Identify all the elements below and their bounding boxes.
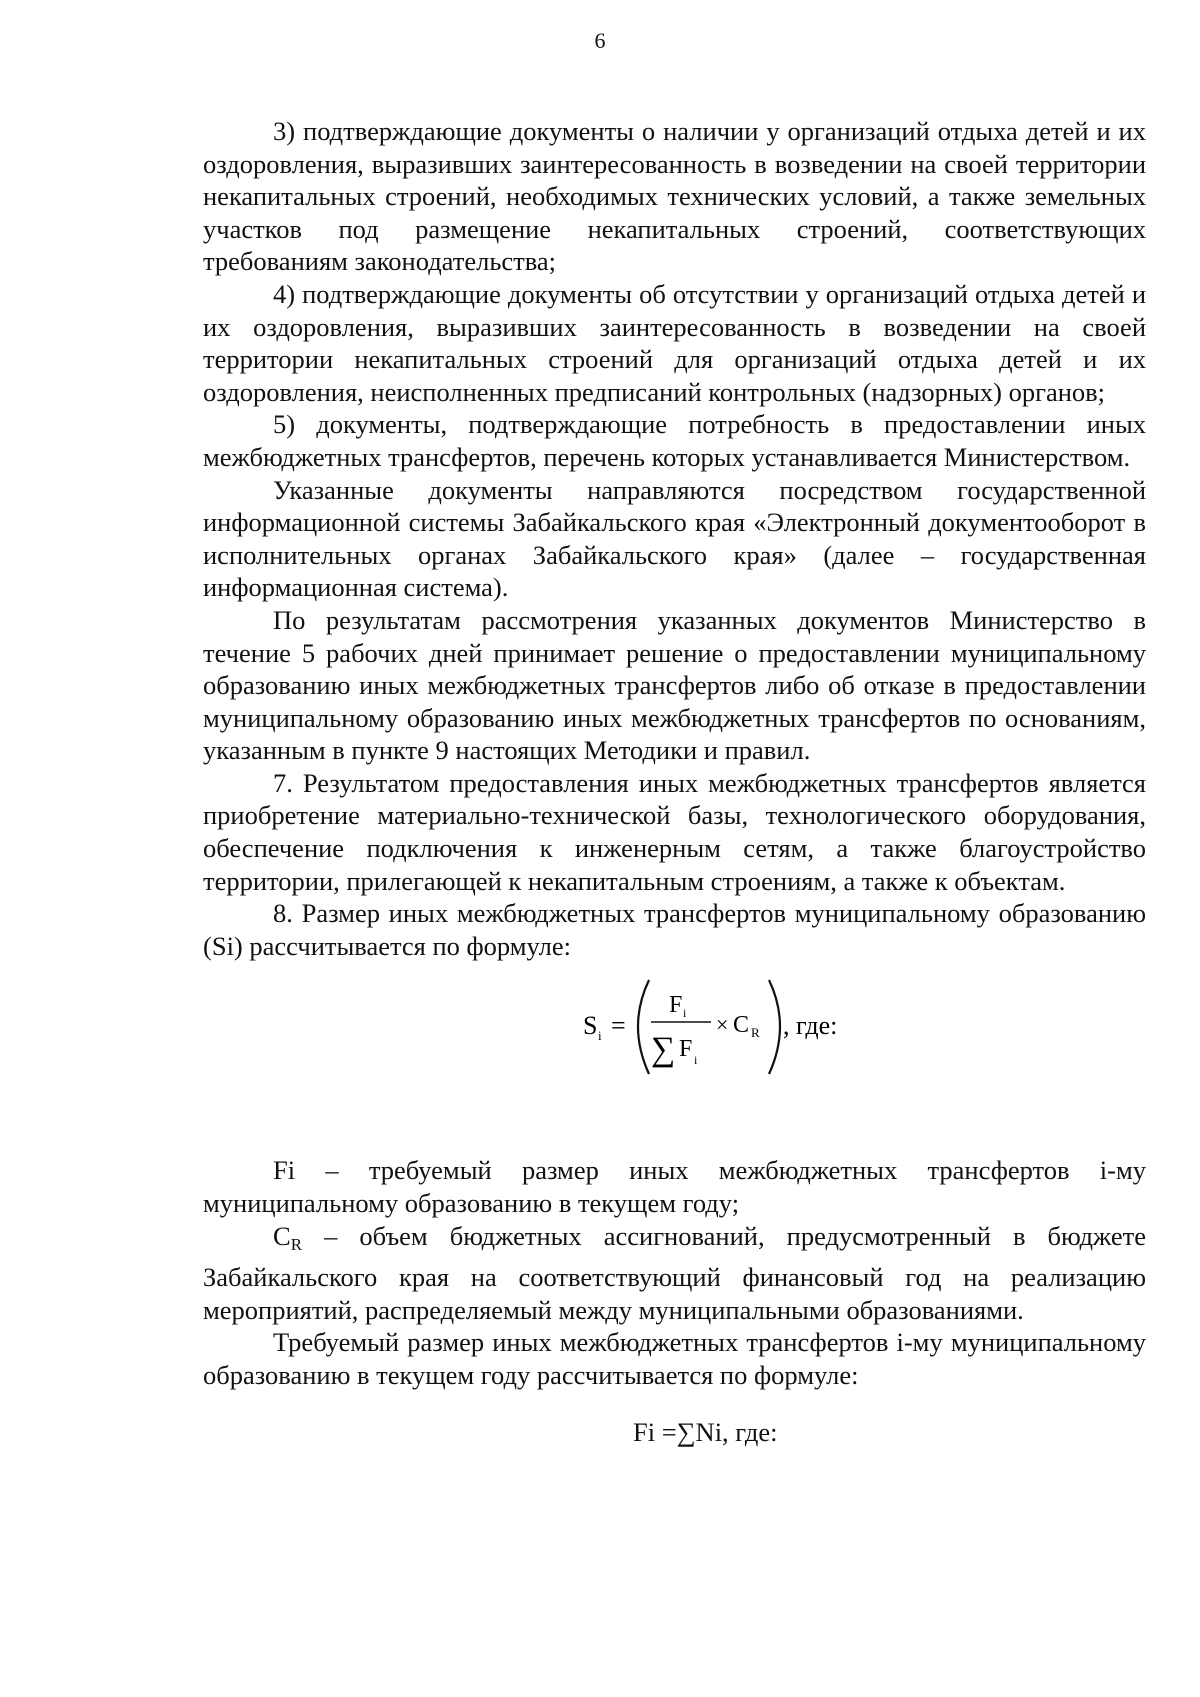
paragraph-required-size: Требуемый размер иных межбюджетных трансфертов i-му муниципальному образованию в текущем году рассчитывается по формуле: <box>203 1327 1146 1390</box>
formula-suffix: , где: <box>783 1011 838 1041</box>
formula-lhs-sub: i <box>598 1028 602 1044</box>
page-number: 6 <box>594 28 606 53</box>
formula-denominator: F <box>679 1036 693 1063</box>
formula-numerator-sub: i <box>683 1006 687 1021</box>
paragraph-cr-definition <box>203 1220 1146 1327</box>
paragraph-item-3: 3) подтверждающие документы о наличии у организаций отдыха детей и их оздоровления, выразивших заинтересованность в возведении на своей территории некапитальных строений, необходимых технических условий, а также земельных участков под размещение некапитальных строений, соответствующих требованиям законодательства; <box>203 116 1146 277</box>
cr-symbol: C <box>273 1220 291 1251</box>
paragraph-fi-definition: Fi – требуемый размер иных межбюджетных трансфертов i-му муниципальному образованию в текущем году; <box>203 1155 1146 1219</box>
formula-factor-sub: R <box>751 1025 760 1041</box>
formula-sum-sign: ∑ <box>651 1031 676 1069</box>
cr-symbol-sub: R <box>290 1234 303 1254</box>
formula-denominator-sub: i <box>694 1053 698 1068</box>
formula-left-paren <box>638 980 649 1074</box>
formula-lhs: S <box>583 1011 598 1041</box>
formula-numerator: F <box>669 992 683 1019</box>
document-body <box>203 115 1146 1448</box>
formula-si-graphic <box>583 974 843 1084</box>
formula-fi: Fi =∑Ni, где: <box>633 1416 778 1447</box>
paragraph-documents-submission: Указанные документы направляются посредством государственной информационной системы Забайкальского края «Электронный документооборот в исполнительных органах Забайкальского края» (далее – государственная информационная система). <box>203 474 1146 603</box>
paragraph-item-4: 4) подтверждающие документы об отсутствии у организаций отдыха детей и их оздоровления, выразивших заинтересованность в возведении на своей территории некапитальных строений для организаций отдыха детей и их оздоровления, неисполненных предписаний контрольных (надзорных) органов; <box>203 278 1146 407</box>
formula-right-paren <box>769 980 780 1074</box>
formula-times: × <box>716 1012 729 1038</box>
formula-factor: C <box>733 1012 750 1039</box>
formula-si <box>203 962 1146 1102</box>
formula-equals: = <box>611 1011 626 1041</box>
paragraph-point-7: 7. Результатом предоставления иных межбюджетных трансфертов является приобретение материально-технической базы, технологического оборудования, обеспечение подключения к инженерным сетям, а также благоустройство территории, прилегающей к некапитальным строениям, а также к объектам. <box>203 767 1146 896</box>
paragraph-point-8: 8. Размер иных межбюджетных трансфертов муниципальному образованию (Si) рассчитывается по формуле: <box>203 898 1146 961</box>
cr-definition-text: – объем бюджетных ассигнований, предусмотренный в бюджете Забайкальского края на соответствующий финансовый год на реализацию мероприятий, распределяемый между муниципальными образованиями. <box>203 1220 1146 1325</box>
paragraph-review-results: По результатам рассмотрения указанных документов Министерство в течение 5 рабочих дней принимает решение о предоставлении муниципальному образованию иных межбюджетных трансфертов либо об отказе в предоставлении муниципальному образованию иных межбюджетных трансфертов по основаниям, указанным в пункте 9 настоящих Методики и правил. <box>203 604 1146 766</box>
paragraph-item-5: 5) документы, подтверждающие потребность в предоставлении иных межбюджетных трансфертов, перечень которых устанавливается Министерством. <box>203 409 1146 472</box>
